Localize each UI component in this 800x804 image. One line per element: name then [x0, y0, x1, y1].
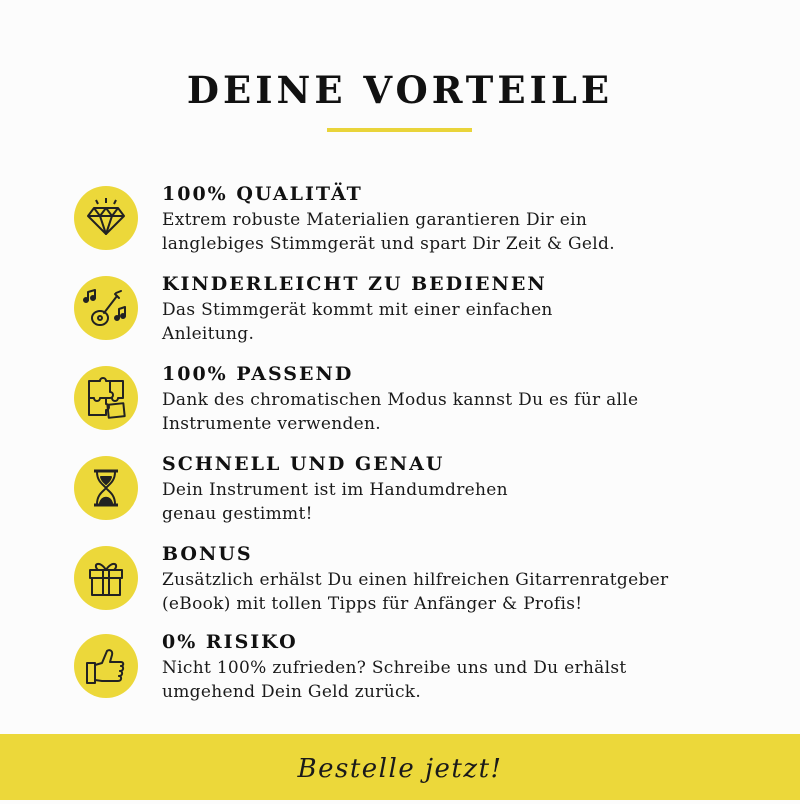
- feature-description: [162, 478, 722, 526]
- feature-description-line: Dank des chromatischen Modus kannst Du es für alle: [162, 390, 639, 410]
- feature-description-line: Extrem robuste Materialien garantieren Dir ein: [162, 210, 588, 230]
- feature-item-fit: [0, 363, 800, 446]
- feature-item-easy: [0, 273, 800, 356]
- feature-description-line: genau gestimmt!: [162, 504, 313, 524]
- feature-item-quality: [0, 183, 800, 266]
- feature-title: 100% QUALITÄT: [162, 183, 363, 205]
- feature-item-fast: [0, 453, 800, 536]
- feature-title: BONUS: [162, 543, 253, 565]
- feature-title: KINDERLEICHT ZU BEDIENEN: [162, 273, 547, 295]
- feature-description-line: Nicht 100% zufrieden? Schreibe uns und Du erhälst: [162, 658, 627, 678]
- feature-title: 100% PASSEND: [162, 363, 354, 385]
- feature-description-line: (eBook) mit tollen Tipps für Anfänger & Profis!: [162, 594, 583, 614]
- feature-description-line: Anleitung.: [162, 324, 255, 344]
- feature-description: [162, 656, 722, 704]
- feature-description-line: Das Stimmgerät kommt mit einer einfachen: [162, 300, 553, 320]
- diamond-icon: [74, 186, 138, 250]
- feature-description: [162, 298, 722, 346]
- feature-description-line: langlebiges Stimmgerät und spart Dir Zeit & Geld.: [162, 234, 615, 254]
- feature-title: SCHNELL UND GENAU: [162, 453, 445, 475]
- puzzle-icon: [74, 366, 138, 430]
- feature-title: 0% RISIKO: [162, 631, 298, 653]
- feature-item-risk: [0, 631, 800, 714]
- title-underline: [327, 128, 472, 132]
- footer-bar: [0, 734, 800, 800]
- feature-description-line: Dein Instrument ist im Handumdrehen: [162, 480, 508, 500]
- feature-description-line: Zusätzlich erhälst Du einen hilfreichen Gitarrenratgeber: [162, 570, 669, 590]
- hourglass-icon: [74, 456, 138, 520]
- gift-icon: [74, 546, 138, 610]
- feature-description: [162, 208, 722, 256]
- page-title: DEINE VORTEILE: [186, 68, 614, 112]
- thumbs-up-icon: [74, 634, 138, 698]
- guitar-music-icon: [74, 276, 138, 340]
- feature-description-line: Instrumente verwenden.: [162, 414, 381, 434]
- order-now-button[interactable]: Bestelle jetzt!: [297, 754, 503, 784]
- feature-description-line: umgehend Dein Geld zurück.: [162, 682, 422, 702]
- feature-item-bonus: [0, 543, 800, 626]
- feature-description: [162, 388, 722, 436]
- feature-description: [162, 568, 722, 616]
